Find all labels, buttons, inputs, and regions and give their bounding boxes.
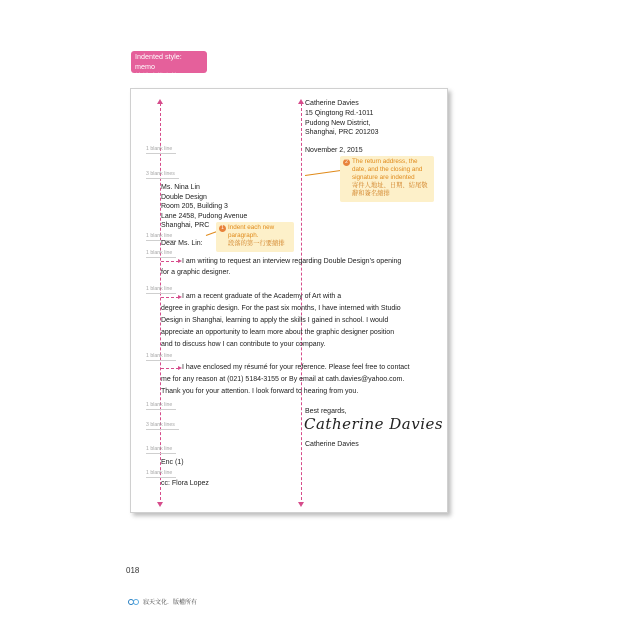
- sender-address-line: Shanghai, PRC 201203: [305, 129, 379, 136]
- note-2-text: The return address, the: [352, 158, 418, 165]
- indent-arrow: [161, 368, 179, 369]
- blank-line-label: 1 blank line: [146, 470, 176, 478]
- body-line: I am a recent graduate of the Academy of Art with a: [182, 293, 342, 300]
- blank-line-label: 1 blank line: [146, 353, 176, 361]
- typed-name: Catherine Davies: [305, 441, 359, 448]
- publisher-logo-icon: [128, 599, 140, 605]
- letter-date: November 2, 2015: [305, 147, 363, 154]
- recipient-name: Ms. Nina Lin: [161, 184, 200, 191]
- recipient-company: Double Design: [161, 194, 207, 201]
- blank-line-label: 3 blank lines: [146, 422, 179, 430]
- left-guide-arrow-down: [157, 502, 163, 507]
- body-line: me for any reason at (021) 5184-3155 or By email at cath.davies@yahoo.com.: [161, 376, 405, 383]
- blank-line-label: 1 blank line: [146, 286, 176, 294]
- annotation-note-1: [216, 222, 294, 252]
- blank-line-label: 1 blank line: [146, 233, 176, 241]
- page-number: 018: [126, 566, 140, 575]
- tag-title-zh: 縮排式備忘錄: [135, 72, 179, 81]
- cc-note: cc: Flora Lopez: [161, 480, 209, 487]
- indent-arrow: [161, 261, 179, 262]
- body-line: Design in Shanghai, learning to apply the skills I gained in school. I would: [161, 317, 389, 324]
- body-line: Thank you for your attention. I look forward to hearing from you.: [161, 388, 359, 395]
- recipient-address-line: Lane 2458, Pudong Avenue: [161, 213, 248, 220]
- note-1-number-badge: 1: [219, 225, 226, 232]
- blank-line-label: 1 blank line: [146, 402, 176, 410]
- note-2-text: date, and the closing and: [352, 166, 423, 173]
- recipient-address-line: Shanghai, PRC: [161, 222, 210, 229]
- sender-name: Catherine Davies: [305, 100, 359, 107]
- left-guide-arrow-up: [157, 99, 163, 104]
- note-1-text: paragraph.: [228, 232, 259, 239]
- sender-address-line: Pudong New District,: [305, 120, 371, 127]
- recipient-address-line: Room 205, Building 3: [161, 203, 228, 210]
- indent-arrow: [161, 297, 179, 298]
- blank-line-label: 1 blank line: [146, 446, 176, 454]
- body-line: appreciate an opportunity to learn more about the graphic designer position: [161, 329, 395, 336]
- publisher-footer: [128, 597, 197, 606]
- body-line: for a graphic designer.: [161, 269, 231, 276]
- blank-line-label: 3 blank lines: [146, 171, 179, 179]
- body-line: degree in graphic design. For the past six months, I have interned with Studio: [161, 305, 401, 312]
- center-guide-arrow-up: [298, 99, 304, 104]
- publisher-name: 寂天文化．版權所有: [143, 600, 198, 606]
- center-guide-arrow-down: [298, 502, 304, 507]
- sender-address-line: 15 Qingtong Rd.-1011: [305, 110, 374, 117]
- note-1-text-zh: 段落的第一行要縮排: [228, 240, 285, 247]
- note-1-text: Indent each new: [228, 224, 275, 231]
- closing: Best regards,: [305, 408, 347, 415]
- tag-title-en: Indented style: memo: [135, 52, 182, 71]
- handwritten-signature: Catherine Davies: [304, 415, 444, 433]
- body-line: I am writing to request an interview regarding Double Design’s opening: [182, 258, 402, 265]
- section-tag: [131, 51, 207, 81]
- enclosure-note: Enc (1): [161, 459, 184, 466]
- note-2-text-zh: 寄件人地址、日期、結尾敬: [352, 182, 428, 189]
- annotation-note-2: [340, 156, 434, 202]
- body-line: and to discuss how I can contribute to your company.: [161, 341, 326, 348]
- blank-line-label: 1 blank line: [146, 146, 176, 154]
- note-2-text-zh: 辭和簽名縮排: [352, 190, 390, 197]
- blank-line-label: 1 blank line: [146, 250, 176, 258]
- note-2-number-badge: 2: [343, 159, 350, 166]
- body-line: I have enclosed my résumé for your reference. Please feel free to contact: [182, 364, 410, 371]
- salutation: Dear Ms. Lin:: [161, 240, 203, 247]
- note-2-text: signature are indented: [352, 174, 415, 181]
